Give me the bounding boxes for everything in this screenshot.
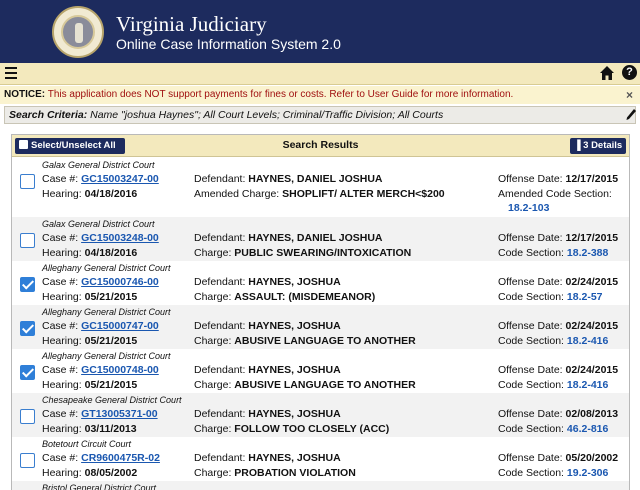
hearing-label: Hearing:: [42, 423, 82, 435]
case-number-link[interactable]: GC15000746-00: [81, 276, 159, 288]
hearing-date: 04/18/2016: [84, 247, 138, 259]
row-checkbox[interactable]: [20, 174, 35, 189]
offense-date: 12/17/2015: [565, 232, 619, 244]
case-number-link[interactable]: CR9600475R-02: [81, 452, 160, 464]
case-label: Case #:: [42, 364, 79, 376]
results-header-bar: [12, 135, 629, 157]
results-list: [12, 158, 629, 490]
offense-date-label: Offense Date:: [498, 320, 563, 332]
offense-date: 02/24/2015: [565, 320, 619, 332]
row-checkbox[interactable]: [20, 277, 35, 292]
table-row: [12, 349, 629, 393]
details-label: 3 Details: [583, 140, 623, 151]
table-row: [12, 305, 629, 349]
results-title: Search Results: [282, 139, 359, 151]
defendant-name: HAYNES, DANIEL JOSHUA: [248, 173, 383, 185]
document-icon: ▐: [573, 140, 581, 151]
charge-label: Charge:: [194, 379, 232, 391]
charge-label: Charge:: [194, 291, 232, 303]
criteria-text: Name "joshua Haynes"; All Court Levels; Criminal/Traffic Division; All Courts: [90, 109, 444, 121]
toolbar: [0, 63, 640, 85]
charge-label: Charge:: [194, 247, 232, 259]
details-button[interactable]: [570, 138, 626, 154]
help-icon[interactable]: ?: [622, 65, 637, 80]
charge-label: Charge:: [194, 335, 232, 347]
code-section-label: Code Section:: [498, 423, 564, 435]
table-row: [12, 437, 629, 481]
header-title: Virginia Judiciary: [116, 12, 267, 36]
offense-date: 02/08/2013: [565, 408, 619, 420]
code-section-link[interactable]: 18.2-57: [566, 291, 603, 303]
charge-text: ABUSIVE LANGUAGE TO ANOTHER: [234, 379, 416, 391]
case-number-link[interactable]: GC15000747-00: [81, 320, 159, 332]
offense-date: 05/20/2002: [565, 452, 619, 464]
criteria-label: Search Criteria:: [9, 109, 88, 121]
home-icon[interactable]: [599, 65, 615, 81]
charge-label: Amended Charge:: [194, 188, 280, 200]
case-label: Case #:: [42, 408, 79, 420]
row-checkbox[interactable]: [20, 409, 35, 424]
defendant-label: Defendant:: [194, 452, 246, 464]
table-row: [12, 158, 629, 214]
search-results-panel: [11, 134, 630, 490]
notice-label: NOTICE:: [4, 89, 46, 100]
court-name: Botetourt Circuit Court: [42, 439, 132, 449]
hearing-label: Hearing:: [42, 188, 82, 200]
charge-text: SHOPLIFT/ ALTER MERCH<$200: [282, 188, 445, 200]
code-section-label: Amended Code Section:: [498, 188, 612, 200]
case-label: Case #:: [42, 452, 79, 464]
hearing-date: 03/11/2013: [84, 423, 137, 435]
hamburger-menu-icon[interactable]: [5, 67, 17, 79]
code-section-link[interactable]: 19.2-306: [566, 467, 609, 479]
court-name: Bristol General District Court: [42, 483, 157, 490]
hearing-label: Hearing:: [42, 291, 82, 303]
row-checkbox[interactable]: [20, 453, 35, 468]
row-checkbox[interactable]: [20, 321, 35, 336]
case-number-link[interactable]: GT13005371-00: [81, 408, 158, 420]
defendant-name: HAYNES, JOSHUA: [248, 452, 341, 464]
hearing-date: 08/05/2002: [84, 467, 138, 479]
hearing-label: Hearing:: [42, 379, 82, 391]
court-name: Galax General District Court: [42, 219, 155, 229]
notice-text: This application does NOT support payments for fines or costs. Refer to User Guide for more information.: [47, 89, 514, 100]
offense-date-label: Offense Date:: [498, 276, 563, 288]
offense-date-label: Offense Date:: [498, 232, 563, 244]
app-header: [0, 0, 640, 63]
hearing-label: Hearing:: [42, 247, 82, 259]
search-criteria-bar: [4, 106, 636, 124]
offense-date-label: Offense Date:: [498, 173, 563, 185]
defendant-name: HAYNES, JOSHUA: [248, 276, 341, 288]
code-section-link[interactable]: 18.2-416: [566, 379, 609, 391]
table-row: [12, 261, 629, 305]
row-checkbox[interactable]: [20, 365, 35, 380]
court-name: Alleghany General District Court: [42, 263, 171, 273]
case-number-link[interactable]: GC15003248-00: [81, 232, 159, 244]
case-label: Case #:: [42, 276, 79, 288]
court-name: Alleghany General District Court: [42, 351, 171, 361]
charge-label: Charge:: [194, 467, 232, 479]
code-section-label: Code Section:: [498, 247, 564, 259]
table-row: [12, 481, 629, 490]
offense-date: 02/24/2015: [565, 276, 619, 288]
court-name: Chesapeake General District Court: [42, 395, 182, 405]
row-checkbox[interactable]: [20, 233, 35, 248]
case-label: Case #:: [42, 173, 79, 185]
hearing-label: Hearing:: [42, 467, 82, 479]
virginia-seal-logo: [52, 6, 104, 58]
code-section-label: Code Section:: [498, 379, 564, 391]
hearing-label: Hearing:: [42, 335, 82, 347]
charge-text: ASSAULT: (MISDEMEANOR): [234, 291, 376, 303]
case-label: Case #:: [42, 232, 79, 244]
defendant-name: HAYNES, DANIEL JOSHUA: [248, 232, 383, 244]
court-name: Alleghany General District Court: [42, 307, 171, 317]
table-row: [12, 393, 629, 437]
offense-date-label: Offense Date:: [498, 408, 563, 420]
hearing-date: 04/18/2016: [84, 188, 138, 200]
table-row: [12, 217, 629, 261]
defendant-label: Defendant:: [194, 320, 246, 332]
defendant-label: Defendant:: [194, 173, 246, 185]
pencil-edit-icon[interactable]: [625, 108, 637, 122]
defendant-label: Defendant:: [194, 232, 246, 244]
offense-date: 02/24/2015: [565, 364, 619, 376]
offense-date: 12/17/2015: [565, 173, 619, 185]
select-all-label: Select/Unselect All: [31, 140, 116, 151]
charge-label: Charge:: [194, 423, 232, 435]
defendant-name: HAYNES, JOSHUA: [248, 408, 341, 420]
defendant-name: HAYNES, JOSHUA: [248, 364, 341, 376]
charge-text: PROBATION VIOLATION: [234, 467, 356, 479]
offense-date-label: Offense Date:: [498, 452, 563, 464]
code-section-link[interactable]: 18.2-388: [566, 247, 609, 259]
hearing-date: 05/21/2015: [84, 335, 138, 347]
notice-close-icon[interactable]: ×: [626, 88, 634, 102]
hearing-date: 05/21/2015: [84, 379, 138, 391]
defendant-label: Defendant:: [194, 276, 246, 288]
case-number-link[interactable]: GC15000748-00: [81, 364, 159, 376]
hearing-date: 05/21/2015: [84, 291, 138, 303]
case-number-link[interactable]: GC15003247-00: [81, 173, 159, 185]
case-label: Case #:: [42, 320, 79, 332]
charge-text: PUBLIC SWEARING/INTOXICATION: [234, 247, 412, 259]
charge-text: ABUSIVE LANGUAGE TO ANOTHER: [234, 335, 416, 347]
defendant-name: HAYNES, JOSHUA: [248, 320, 341, 332]
code-section-link[interactable]: 18.2-103: [508, 202, 550, 214]
court-name: Galax General District Court: [42, 160, 155, 170]
code-section-label: Code Section:: [498, 291, 564, 303]
code-section-label: Code Section:: [498, 335, 564, 347]
code-section-label: Code Section:: [498, 467, 564, 479]
notice-banner: [0, 86, 640, 104]
header-subtitle: Online Case Information System 2.0: [116, 36, 341, 52]
code-section-link[interactable]: 46.2-816: [566, 423, 609, 435]
defendant-label: Defendant:: [194, 364, 246, 376]
offense-date-label: Offense Date:: [498, 364, 563, 376]
code-section-link[interactable]: 18.2-416: [566, 335, 609, 347]
charge-text: FOLLOW TOO CLOSELY (ACC): [234, 423, 390, 435]
defendant-label: Defendant:: [194, 408, 246, 420]
